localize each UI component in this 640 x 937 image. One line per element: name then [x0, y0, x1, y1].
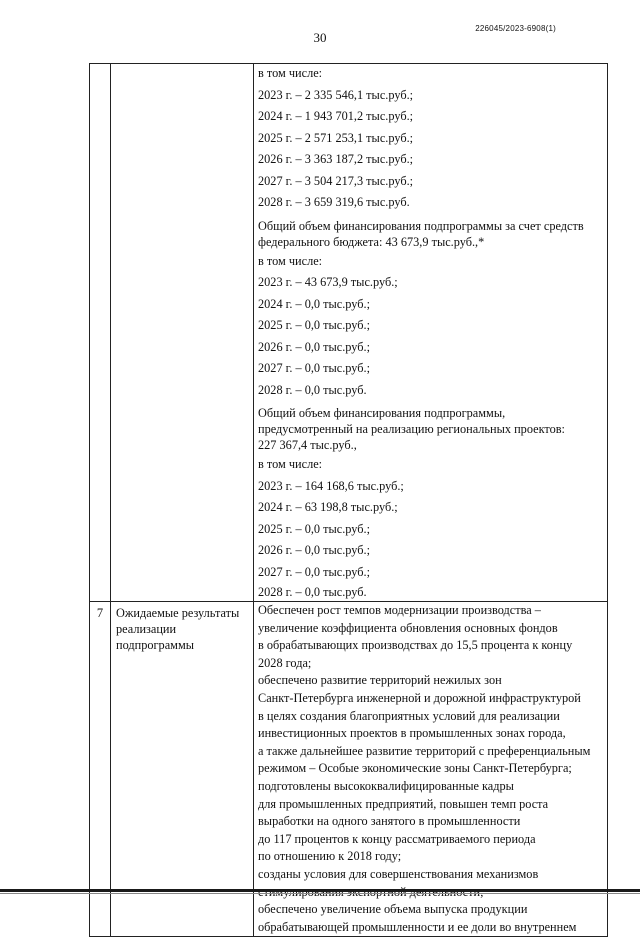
row-number-cell [90, 64, 111, 602]
text-line: 227 367,4 тыс.руб., [258, 438, 357, 452]
text-line: в обрабатывающих производствах до 15,5 процента к концу [258, 638, 573, 653]
text-line: в том числе: [258, 253, 323, 268]
text-line: в целях создания благоприятных условий для реализации [258, 708, 560, 723]
text-line: обеспечено увеличение объема выпуска продукции [258, 902, 528, 917]
text-line: 2024 г. – 1 943 701,2 тыс.руб.; [258, 109, 414, 123]
text-line: 2025 г. – 0,0 тыс.руб.; [258, 318, 371, 332]
scan-edge-line [0, 889, 640, 892]
program-passport-table [89, 63, 608, 937]
text-line: обеспечено развитие территорий нежилых зон [258, 673, 502, 688]
label-line: Ожидаемые результаты [116, 606, 240, 620]
text-line: предусмотренный на реализацию региональных проектов: [258, 422, 565, 436]
regional-projects-paragraph [258, 402, 605, 453]
text-line: Санкт-Петербурга инженерной и дорожной инфраструктурой [258, 690, 581, 705]
row-number-cell: 7 [90, 602, 111, 937]
text-line: инвестиционных проектов в промышленных зонах города, [258, 726, 566, 741]
text-line: до 117 процентов к концу рассматриваемого периода [258, 831, 536, 846]
text-line: 2023 г. – 2 335 546,1 тыс.руб.; [258, 87, 414, 102]
text-line: в том числе: [258, 457, 323, 471]
scan-edge-line [0, 893, 640, 894]
text-line: федерального бюджета: 43 673,9 тыс.руб.,* [258, 234, 485, 249]
text-line: 2026 г. – 0,0 тыс.руб.; [258, 543, 371, 557]
text-line: 2025 г. – 2 571 253,1 тыс.руб.; [258, 130, 414, 145]
text-line: 2028 г. – 0,0 тыс.руб. [258, 382, 367, 397]
text-line: увеличение коэффициента обновления основных фондов [258, 620, 558, 635]
text-line: 2026 г. – 3 363 187,2 тыс.руб.; [258, 152, 414, 166]
text-line: Обеспечен рост темпов модернизации производства – [258, 603, 541, 617]
text-line: Общий объем финансирования подпрограммы, [258, 406, 506, 420]
text-line: 2023 г. – 164 168,6 тыс.руб.; [258, 478, 404, 493]
text-line: 2028 г. – 3 659 319,6 тыс.руб. [258, 195, 410, 209]
text-line: 2026 г. – 0,0 тыс.руб.; [258, 339, 371, 354]
text-line: режимом – Особые экономические зоны Санкт-Петербурга; [258, 761, 572, 776]
text-line: а также дальнейшее развитие территорий с преференциальным [258, 743, 591, 758]
text-line: обрабатывающей промышленности и ее доли во внутреннем [258, 919, 577, 934]
table-row-7 [90, 602, 608, 937]
expected-results-cell [254, 602, 608, 937]
row-label-cell [111, 64, 254, 602]
table-row-financing [90, 64, 608, 602]
text-line: в том числе: [258, 66, 323, 80]
label-line: подпрограммы [116, 638, 194, 652]
regional-projects-years [258, 455, 605, 601]
text-line: 2028 года; [258, 655, 312, 670]
federal-budget-years [258, 252, 605, 403]
financing-cell [254, 64, 608, 602]
text-line: 2024 г. – 0,0 тыс.руб.; [258, 296, 371, 311]
label-line: реализации [116, 622, 177, 636]
federal-budget-paragraph [258, 215, 605, 250]
text-line: Общий объем финансирования подпрограммы за счет средств [258, 218, 584, 233]
text-line: 2025 г. – 0,0 тыс.руб.; [258, 521, 371, 536]
text-line: 2028 г. – 0,0 тыс.руб. [258, 585, 367, 599]
text-line: 2027 г. – 0,0 тыс.руб.; [258, 361, 371, 375]
text-line: по отношению к 2018 году; [258, 849, 402, 864]
financing-total-years [258, 64, 605, 215]
text-line: 2024 г. – 63 198,8 тыс.руб.; [258, 500, 398, 514]
text-line: подготовлены высококвалифицированные кадры [258, 778, 514, 793]
text-line: 2027 г. – 3 504 217,3 тыс.руб.; [258, 173, 414, 188]
text-line: выработки на одного занятого в промышленности [258, 814, 521, 829]
page-number: 30 [313, 30, 327, 45]
text-line: для промышленных предприятий, повышен темп роста [258, 796, 549, 811]
text-line: созданы условия для совершенствования механизмов [258, 866, 539, 881]
text-line: 2027 г. – 0,0 тыс.руб.; [258, 564, 371, 579]
row-label-cell [111, 602, 254, 937]
registration-number: 226045/2023-6908(1) [475, 24, 556, 33]
text-line: 2023 г. – 43 673,9 тыс.руб.; [258, 275, 398, 289]
